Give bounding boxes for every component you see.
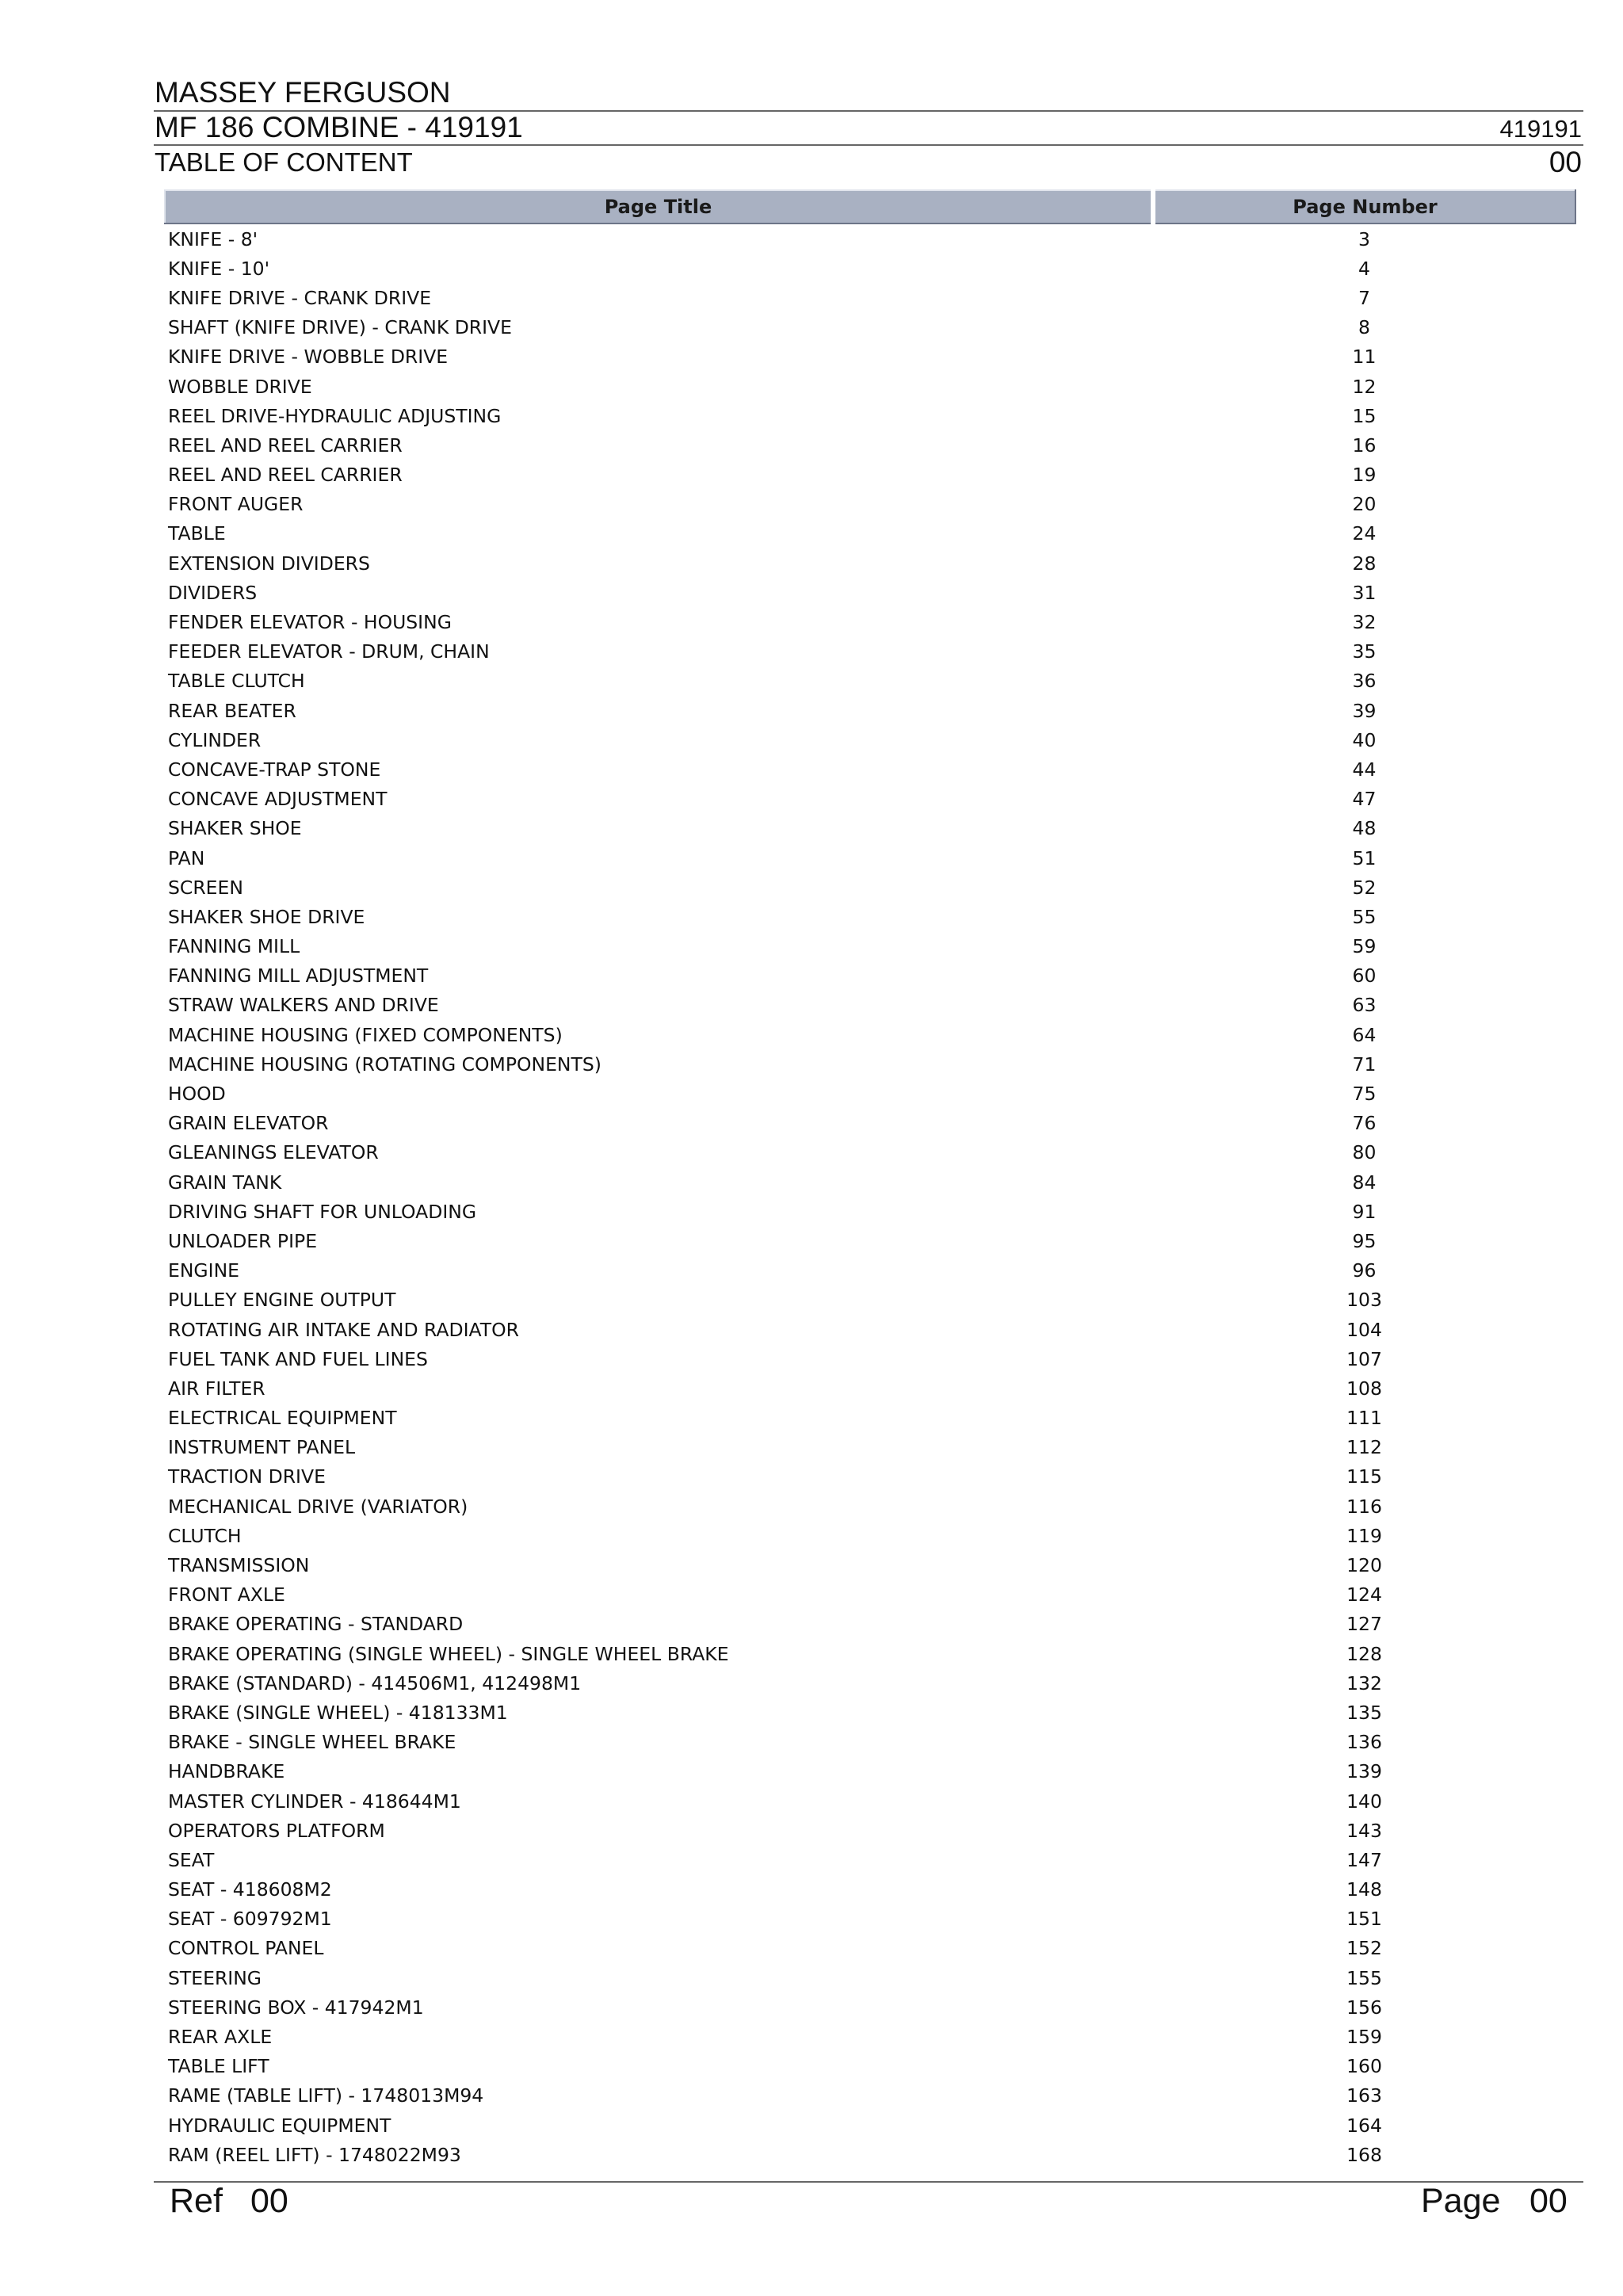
row-page-number: 15 xyxy=(1352,404,1377,427)
table-row xyxy=(165,460,1575,490)
row-page-number: 51 xyxy=(1352,846,1377,869)
table-row xyxy=(165,1963,1575,1992)
footer-page-value: 00 xyxy=(1529,2182,1568,2220)
table-row xyxy=(165,2140,1575,2169)
row-page-title: BRAKE (SINGLE WHEEL) - 418133M1 xyxy=(168,1701,508,1724)
row-page-number: 132 xyxy=(1346,1671,1382,1694)
row-page-number: 76 xyxy=(1352,1112,1377,1135)
row-page-number: 4 xyxy=(1358,257,1370,280)
row-page-title: RAME (TABLE LIFT) - 1748013M94 xyxy=(168,2084,484,2107)
row-page-title: KNIFE DRIVE - WOBBLE DRIVE xyxy=(168,346,449,369)
row-page-title: BRAKE - SINGLE WHEEL BRAKE xyxy=(168,1731,456,1754)
table-row xyxy=(165,1992,1575,2022)
row-page-title: FRONT AUGER xyxy=(168,493,304,516)
table-row xyxy=(165,1433,1575,1462)
row-page-title: TABLE LIFT xyxy=(168,2055,269,2078)
table-row xyxy=(165,1757,1575,1786)
row-page-title: KNIFE DRIVE - CRANK DRIVE xyxy=(168,286,432,309)
row-page-number: 3 xyxy=(1358,227,1370,250)
row-page-number: 115 xyxy=(1346,1465,1382,1488)
row-page-number: 80 xyxy=(1352,1141,1377,1164)
row-page-title: GLEANINGS ELEVATOR xyxy=(168,1141,379,1164)
table-row xyxy=(165,1020,1575,1049)
table-row xyxy=(165,1109,1575,1138)
table-row xyxy=(165,785,1575,814)
row-page-title: BRAKE OPERATING (SINGLE WHEEL) - SINGLE WHEEL BRAKE xyxy=(168,1642,729,1665)
table-row xyxy=(165,607,1575,636)
row-page-number: 63 xyxy=(1352,994,1377,1017)
row-page-title: FUEL TANK AND FUEL LINES xyxy=(168,1347,428,1370)
table-row xyxy=(165,1610,1575,1639)
row-page-title: SHAFT (KNIFE DRIVE) - CRANK DRIVE xyxy=(168,316,512,339)
row-page-title: RAM (REEL LIFT) - 1748022M93 xyxy=(168,2143,461,2166)
table-row xyxy=(165,1728,1575,1757)
row-page-number: 104 xyxy=(1346,1318,1382,1341)
row-page-number: 64 xyxy=(1352,1023,1377,1046)
footer-ref-label: Ref xyxy=(170,2182,223,2220)
row-page-title: HOOD xyxy=(168,1083,226,1106)
table-row xyxy=(165,1550,1575,1580)
table-row xyxy=(165,1668,1575,1698)
table-row xyxy=(165,932,1575,961)
table-row xyxy=(165,342,1575,372)
row-page-number: 32 xyxy=(1352,611,1377,634)
row-page-title: REEL DRIVE-HYDRAULIC ADJUSTING xyxy=(168,404,502,427)
table-row xyxy=(165,1521,1575,1550)
table-row xyxy=(165,2111,1575,2140)
row-page-title: KNIFE - 10' xyxy=(168,257,270,280)
table-row xyxy=(165,1079,1575,1108)
row-page-title: SEAT - 418608M2 xyxy=(168,1878,332,1901)
row-page-title: SEAT - 609792M1 xyxy=(168,1908,332,1931)
row-page-number: 148 xyxy=(1346,1878,1382,1901)
table-row xyxy=(165,1462,1575,1492)
row-page-title: STRAW WALKERS AND DRIVE xyxy=(168,994,439,1017)
model-title: MF 186 COMBINE - 419191 xyxy=(155,111,523,143)
table-row xyxy=(165,1049,1575,1079)
row-page-number: 111 xyxy=(1346,1407,1382,1430)
footer-page-label: Page xyxy=(1421,2182,1501,2220)
table-row xyxy=(165,2052,1575,2081)
row-page-title: INSTRUMENT PANEL xyxy=(168,1436,356,1459)
footer-rule xyxy=(154,2181,1583,2183)
row-page-title: CONCAVE-TRAP STONE xyxy=(168,758,381,781)
row-page-number: 28 xyxy=(1352,552,1377,575)
row-page-number: 139 xyxy=(1346,1760,1382,1783)
row-page-number: 124 xyxy=(1346,1584,1382,1606)
row-page-number: 16 xyxy=(1352,434,1377,457)
row-page-title: CONTROL PANEL xyxy=(168,1937,324,1960)
row-page-title: REEL AND REEL CARRIER xyxy=(168,464,403,487)
row-page-number: 163 xyxy=(1346,2084,1382,2107)
row-page-title: FANNING MILL xyxy=(168,935,300,958)
table-row xyxy=(165,843,1575,873)
row-page-number: 96 xyxy=(1352,1259,1377,1282)
footer-ref-value: 00 xyxy=(250,2182,288,2220)
table-row xyxy=(165,1639,1575,1668)
row-page-number: 24 xyxy=(1352,522,1377,545)
row-page-title: MACHINE HOUSING (ROTATING COMPONENTS) xyxy=(168,1052,601,1075)
table-row xyxy=(165,696,1575,725)
header-rule-bottom xyxy=(154,144,1583,146)
row-page-title: TRACTION DRIVE xyxy=(168,1465,326,1488)
row-page-title: FANNING MILL ADJUSTMENT xyxy=(168,965,429,988)
table-row xyxy=(165,1786,1575,1816)
column-header-page-title: Page Title xyxy=(165,190,1153,223)
table-row xyxy=(165,1580,1575,1610)
row-page-title: SCREEN xyxy=(168,876,243,899)
row-page-number: 119 xyxy=(1346,1524,1382,1547)
row-page-title: CYLINDER xyxy=(168,728,262,751)
row-page-title: PULLEY ENGINE OUTPUT xyxy=(168,1289,396,1312)
table-row xyxy=(165,902,1575,931)
table-row xyxy=(165,1167,1575,1197)
row-page-number: 60 xyxy=(1352,965,1377,988)
row-page-number: 59 xyxy=(1352,935,1377,958)
row-page-title: REEL AND REEL CARRIER xyxy=(168,434,403,457)
table-row xyxy=(165,548,1575,578)
row-page-number: 95 xyxy=(1352,1229,1377,1252)
table-row xyxy=(165,814,1575,843)
table-row xyxy=(165,1373,1575,1403)
table-row xyxy=(165,578,1575,607)
row-page-title: SHAKER SHOE DRIVE xyxy=(168,905,365,928)
row-page-number: 75 xyxy=(1352,1083,1377,1106)
row-page-number: 152 xyxy=(1346,1937,1382,1960)
row-page-title: TABLE xyxy=(168,522,226,545)
model-reference: 419191 xyxy=(1499,115,1582,143)
table-row xyxy=(165,430,1575,460)
table-row xyxy=(165,1226,1575,1255)
row-page-title: MASTER CYLINDER - 418644M1 xyxy=(168,1790,461,1813)
toc-table xyxy=(164,189,1576,2169)
row-page-title: ROTATING AIR INTAKE AND RADIATOR xyxy=(168,1318,519,1341)
row-page-number: 155 xyxy=(1346,1966,1382,1989)
table-row xyxy=(165,283,1575,312)
row-page-title: REAR BEATER xyxy=(168,699,296,722)
table-row xyxy=(165,725,1575,755)
table-row xyxy=(165,401,1575,430)
table-row xyxy=(165,372,1575,401)
row-page-title: FEEDER ELEVATOR - DRUM, CHAIN xyxy=(168,640,490,663)
row-page-title: UNLOADER PIPE xyxy=(168,1229,318,1252)
row-page-title: CLUTCH xyxy=(168,1524,242,1547)
row-page-number: 40 xyxy=(1352,728,1377,751)
row-page-title: DRIVING SHAFT FOR UNLOADING xyxy=(168,1200,477,1223)
row-page-title: GRAIN TANK xyxy=(168,1171,282,1194)
table-row xyxy=(165,254,1575,283)
table-row xyxy=(165,991,1575,1020)
table-row xyxy=(165,490,1575,519)
row-page-number: 47 xyxy=(1352,788,1377,811)
row-page-number: 147 xyxy=(1346,1848,1382,1871)
row-page-number: 71 xyxy=(1352,1052,1377,1075)
row-page-title: CONCAVE ADJUSTMENT xyxy=(168,788,388,811)
table-row xyxy=(165,1875,1575,1904)
row-page-number: 160 xyxy=(1346,2055,1382,2078)
table-row xyxy=(165,1698,1575,1727)
column-header-page-number: Page Number xyxy=(1153,190,1575,223)
row-page-title: FRONT AXLE xyxy=(168,1584,285,1606)
table-row xyxy=(165,2022,1575,2051)
table-row xyxy=(165,2081,1575,2111)
toc-heading: TABLE OF CONTENT xyxy=(155,147,413,177)
row-page-title: BRAKE OPERATING - STANDARD xyxy=(168,1613,464,1636)
row-page-title: TABLE CLUTCH xyxy=(168,670,305,693)
table-row xyxy=(165,1286,1575,1315)
brand-name: MASSEY FERGUSON xyxy=(155,76,451,109)
row-page-title: MACHINE HOUSING (FIXED COMPONENTS) xyxy=(168,1023,563,1046)
toc-section-number: 00 xyxy=(1549,146,1582,178)
row-page-title: HANDBRAKE xyxy=(168,1760,285,1783)
table-row xyxy=(165,755,1575,784)
table-row xyxy=(165,1845,1575,1874)
table-row xyxy=(165,1934,1575,1963)
row-page-number: 107 xyxy=(1346,1347,1382,1370)
row-page-title: REAR AXLE xyxy=(168,2026,273,2049)
row-page-number: 135 xyxy=(1346,1701,1382,1724)
table-row xyxy=(165,519,1575,548)
row-page-number: 136 xyxy=(1346,1731,1382,1754)
toc-header-row xyxy=(165,190,1575,223)
row-page-number: 151 xyxy=(1346,1908,1382,1931)
row-page-number: 116 xyxy=(1346,1495,1382,1518)
row-page-number: 20 xyxy=(1352,493,1377,516)
row-page-number: 108 xyxy=(1346,1377,1382,1400)
row-page-number: 8 xyxy=(1358,316,1370,339)
table-row xyxy=(165,1138,1575,1167)
row-page-number: 143 xyxy=(1346,1819,1382,1842)
table-row xyxy=(165,313,1575,342)
row-page-number: 12 xyxy=(1352,375,1377,398)
row-page-number: 140 xyxy=(1346,1790,1382,1813)
row-page-number: 112 xyxy=(1346,1436,1382,1459)
table-row xyxy=(165,1404,1575,1433)
row-page-number: 7 xyxy=(1358,286,1370,309)
row-page-number: 164 xyxy=(1346,2114,1382,2137)
row-page-number: 127 xyxy=(1346,1613,1382,1636)
table-row xyxy=(165,1197,1575,1226)
table-row xyxy=(165,1256,1575,1286)
row-page-title: KNIFE - 8' xyxy=(168,227,258,250)
row-page-number: 156 xyxy=(1346,1996,1382,2019)
row-page-title: STEERING xyxy=(168,1966,262,1989)
row-page-number: 44 xyxy=(1352,758,1377,781)
page-bottom-margin xyxy=(0,2182,1623,2296)
row-page-number: 103 xyxy=(1346,1289,1382,1312)
row-page-number: 91 xyxy=(1352,1200,1377,1223)
row-page-title: OPERATORS PLATFORM xyxy=(168,1819,385,1842)
row-page-number: 48 xyxy=(1352,817,1377,840)
row-page-title: ELECTRICAL EQUIPMENT xyxy=(168,1407,397,1430)
row-page-title: FENDER ELEVATOR - HOUSING xyxy=(168,611,452,634)
row-page-number: 128 xyxy=(1346,1642,1382,1665)
row-page-number: 52 xyxy=(1352,876,1377,899)
row-page-title: EXTENSION DIVIDERS xyxy=(168,552,370,575)
row-page-title: TRANSMISSION xyxy=(168,1554,310,1577)
row-page-title: STEERING BOX - 417942M1 xyxy=(168,1996,424,2019)
row-page-title: SEAT xyxy=(168,1848,215,1871)
table-row xyxy=(165,637,1575,667)
row-page-title: GRAIN ELEVATOR xyxy=(168,1112,329,1135)
row-page-number: 84 xyxy=(1352,1171,1377,1194)
row-page-title: AIR FILTER xyxy=(168,1377,265,1400)
table-row xyxy=(165,1904,1575,1934)
row-page-title: MECHANICAL DRIVE (VARIATOR) xyxy=(168,1495,468,1518)
table-row xyxy=(165,223,1575,254)
row-page-number: 11 xyxy=(1352,346,1377,369)
row-page-number: 19 xyxy=(1352,464,1377,487)
toc-body xyxy=(165,223,1575,2169)
row-page-number: 168 xyxy=(1346,2143,1382,2166)
row-page-title: BRAKE (STANDARD) - 414506M1, 412498M1 xyxy=(168,1671,582,1694)
table-row xyxy=(165,1344,1575,1373)
row-page-number: 35 xyxy=(1352,640,1377,663)
row-page-title: ENGINE xyxy=(168,1259,239,1282)
table-row xyxy=(165,961,1575,991)
row-page-title: WOBBLE DRIVE xyxy=(168,375,312,398)
row-page-number: 159 xyxy=(1346,2026,1382,2049)
table-row xyxy=(165,1315,1575,1344)
row-page-number: 39 xyxy=(1352,699,1377,722)
table-row xyxy=(165,667,1575,696)
row-page-number: 55 xyxy=(1352,905,1377,928)
table-row xyxy=(165,1492,1575,1521)
row-page-title: DIVIDERS xyxy=(168,581,258,604)
table-row xyxy=(165,1816,1575,1845)
row-page-number: 120 xyxy=(1346,1554,1382,1577)
row-page-number: 36 xyxy=(1352,670,1377,693)
row-page-title: PAN xyxy=(168,846,205,869)
row-page-title: HYDRAULIC EQUIPMENT xyxy=(168,2114,391,2137)
table-row xyxy=(165,873,1575,902)
row-page-title: SHAKER SHOE xyxy=(168,817,302,840)
row-page-number: 31 xyxy=(1352,581,1377,604)
